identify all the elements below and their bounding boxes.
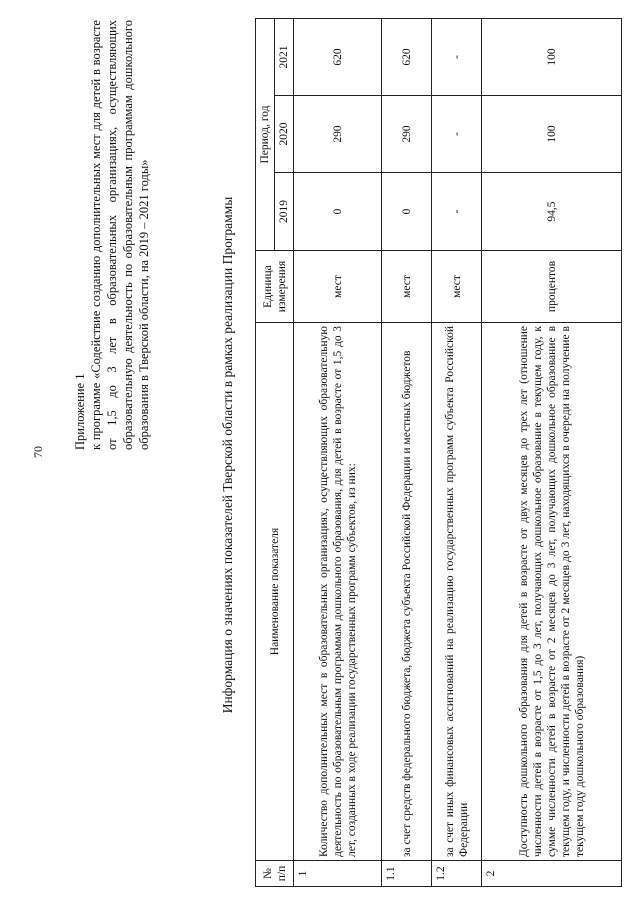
table-row <box>382 18 432 886</box>
row-unit: процентов <box>482 251 622 323</box>
header-year-2019: 2019 <box>275 173 294 251</box>
page-number: 70 <box>31 446 45 458</box>
row-name: Доступность дошкольного образования для детей в возрасте от двух месяцев до трех лет (отношение численности детей в возрасте от 1,5 до 3 лет, получающих дошкольное образование в текущем году, к сумме численности детей в возрасте от 2 месяцев до 3 лет, получающих дошкольное образование в текущем году, и численности детей в возрасте от 2 месяцев до 3 лет, находящихся в очереди на получение в текущем году дошкольного образования) <box>482 323 622 861</box>
row-value-2019: - <box>432 173 482 251</box>
header-year-2021: 2021 <box>275 18 294 95</box>
row-value-2020: 290 <box>294 96 382 173</box>
header-num: № п/п <box>256 861 294 887</box>
row-num: 1 <box>294 861 382 887</box>
header-unit: Единица измерения <box>256 251 294 323</box>
row-num: 1.1 <box>382 861 432 887</box>
row-name: за счет иных финансовых ассигнований на реализацию государственных программ субъекта Российской Федерации <box>432 323 482 861</box>
row-value-2021: 620 <box>294 18 382 95</box>
table-row <box>432 18 482 886</box>
row-unit: мест <box>432 251 482 323</box>
appendix-title: Приложение 1 <box>73 373 87 450</box>
header-period: Период, год <box>256 18 275 250</box>
row-value-2019: 0 <box>294 173 382 251</box>
row-value-2020: 100 <box>482 96 622 173</box>
row-value-2021: - <box>432 18 482 95</box>
info-title: Информация о значениях показателей Тверской области в рамках реализации Программы <box>220 196 235 714</box>
row-value-2021: 620 <box>382 18 432 95</box>
row-value-2020: 290 <box>382 96 432 173</box>
row-name: за счет средств федерального бюджета, бюджета субъекта Российской Федерации и местных бюджетов <box>382 323 432 861</box>
row-num: 1.2 <box>432 861 482 887</box>
header-year-2020: 2020 <box>275 96 294 173</box>
appendix-block <box>72 20 152 450</box>
row-unit: мест <box>382 251 432 323</box>
rotated-page-content <box>60 15 640 895</box>
row-name: Количество дополнительных мест в образовательных организациях, осуществляющих образовательную деятельность по образовательным программам дошкольного образования, для детей в возрасте от 1,5 до 3 лет, созданных в ходе реализации государственных программ субъектов, из них: <box>294 323 382 861</box>
row-value-2020: - <box>432 96 482 173</box>
row-unit: мест <box>294 251 382 323</box>
row-value-2019: 0 <box>382 173 432 251</box>
indicators-table <box>255 18 622 887</box>
header-name: Наименование показателя <box>256 323 294 861</box>
row-num: 2 <box>482 861 622 887</box>
row-value-2021: 100 <box>482 18 622 95</box>
appendix-text: к программе «Содействие созданию дополнительных мест для детей в возрасте от 1,5 до 3 лет в образовательных организациях, осуществляющих образовательную деятельность по образовательным программам дошкольного образования в Тверской области, на 2019 – 2021 годы» <box>89 20 151 450</box>
table-row <box>482 18 622 886</box>
row-value-2019: 94,5 <box>482 173 622 251</box>
table-row <box>294 18 382 886</box>
